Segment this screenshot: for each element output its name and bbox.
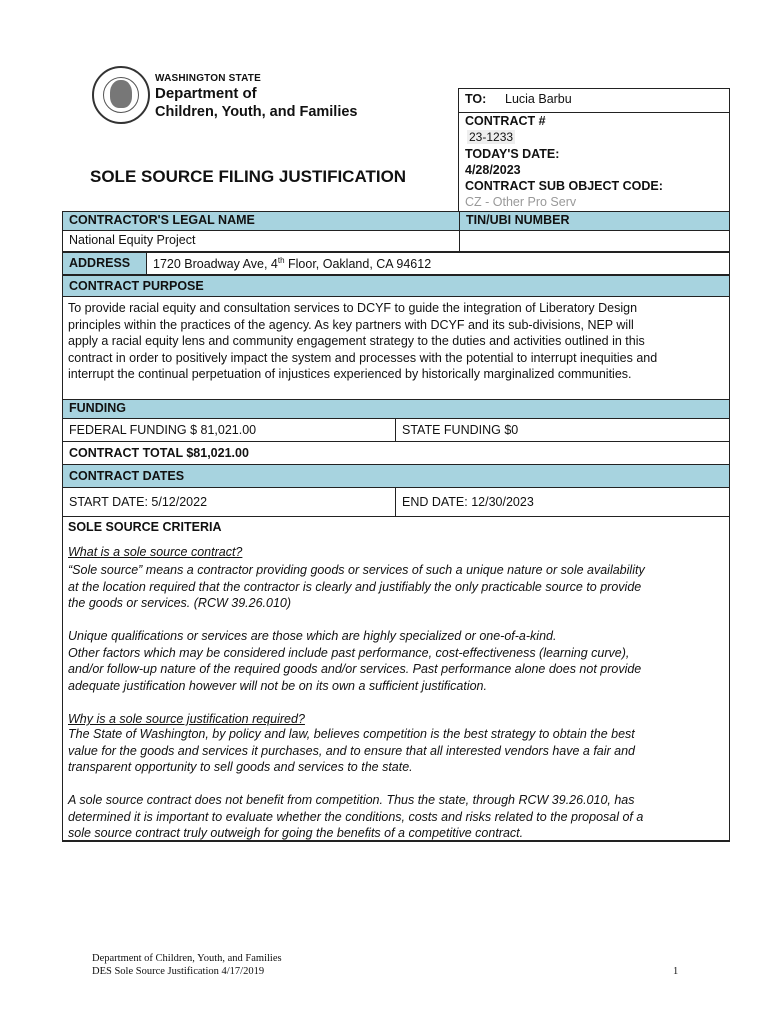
document-title: SOLE SOURCE FILING JUSTIFICATION <box>90 167 407 186</box>
contractor-name-cell[interactable] <box>62 230 460 252</box>
federal-funding-cell[interactable] <box>62 418 396 442</box>
funding-header <box>62 399 730 419</box>
criteria-question-2: Why is a sole source justification required? <box>68 712 305 726</box>
to-value: Lucia Barbu <box>505 92 572 106</box>
contractor-name-header <box>62 211 460 231</box>
agency-department: Department of <box>155 85 257 102</box>
tin-label: TIN/UBI NUMBER <box>466 213 570 227</box>
footer-form: DES Sole Source Justification 4/17/2019 <box>92 966 265 977</box>
criteria-label: SOLE SOURCE CRITERIA <box>68 520 222 534</box>
state-funding-cell[interactable] <box>395 418 730 442</box>
contract-total: CONTRACT TOTAL $81,021.00 <box>69 446 249 460</box>
contract-value[interactable]: 23-1233 <box>469 130 514 144</box>
start-date: START DATE: 5/12/2022 <box>69 495 208 509</box>
date-label: TODAY'S DATE: <box>465 147 560 161</box>
criteria-paragraph-1: “Sole source” means a contractor providing goods or services of such a unique nature or sole availability at the location required that the contractor is clearly and justifiably the only practicable source to provide the goods or services. (RCW 39.26.010) <box>68 563 645 610</box>
contractor-name-value: National Equity Project <box>69 233 196 247</box>
contractor-name-label: CONTRACTOR'S LEGAL NAME <box>69 213 255 227</box>
agency-state: WASHINGTON STATE <box>155 73 261 84</box>
criteria-paragraph-3: The State of Washington, by policy and law, believes competition is the best strategy to obtain the best value for the goods and services it purchases, and to ensure that all interested vendors have a fair and transparent opportunity to sell goods and services to the state. <box>68 727 636 774</box>
address-header <box>62 252 147 275</box>
contract-label: CONTRACT # <box>465 114 546 128</box>
tin-cell[interactable] <box>459 230 730 252</box>
to-label: TO: <box>465 92 487 106</box>
page-number: 1 <box>673 966 679 977</box>
purpose-header <box>62 275 730 297</box>
agency-subtitle: Children, Youth, and Families <box>155 104 358 120</box>
date-value[interactable]: 4/28/2023 <box>465 163 521 177</box>
address-value: 1720 Broadway Ave, 4th Floor, Oakland, CA 94612 <box>153 256 432 272</box>
criteria-paragraph-2: Unique qualifications or services are those which are highly specialized or one-of-a-kind. Other factors which may be considered include past performance, cost-effectiveness (learning curve), and/or follow-up nature of the required goods and/or services. Past performance alone does not provide adequate justification however will not be on its own a sufficient justification. <box>68 629 642 693</box>
address-cell[interactable] <box>146 252 730 275</box>
subobject-value[interactable]: CZ - Other Pro Serv <box>465 195 577 209</box>
start-date-cell[interactable] <box>62 487 396 517</box>
state-funding: STATE FUNDING $0 <box>402 423 519 437</box>
funding-label: FUNDING <box>69 401 126 415</box>
criteria-paragraph-4: A sole source contract does not benefit from competition. Thus the state, through RCW 39.26.010, has determined it is important to evaluate whether the conditions, costs and risks related to the proposal of a sole source contract truly outweigh for going the benefits of a competitive contract. <box>68 793 644 840</box>
purpose-label: CONTRACT PURPOSE <box>69 279 204 293</box>
purpose-text: To provide racial equity and consultation services to DCYF to guide the integration of Liberatory Design principles within the practices of the agency. As key partners with DCYF and its sub-divisions, NEP will apply a racial equity lens and community engagement strategy to the duties and activities outlined in this contract in order to positively impact the system and processes with the potential to interrupt inequities and interrupt the continual perpetuation of injustices experienced by historically marginalized communities. <box>68 301 658 381</box>
info-box <box>458 88 730 212</box>
end-date-cell[interactable] <box>395 487 730 517</box>
criteria-question-1: What is a sole source contract? <box>68 545 243 559</box>
federal-funding: FEDERAL FUNDING $ 81,021.00 <box>69 423 257 437</box>
state-seal-icon <box>92 66 150 124</box>
footer-agency: Department of Children, Youth, and Families <box>92 953 282 964</box>
address-label: ADDRESS <box>69 256 131 270</box>
dates-header <box>62 464 730 488</box>
subobject-label: CONTRACT SUB OBJECT CODE: <box>465 179 663 193</box>
end-date: END DATE: 12/30/2023 <box>402 495 534 509</box>
tin-header <box>459 211 730 231</box>
dates-label: CONTRACT DATES <box>69 469 185 483</box>
contract-total-cell[interactable] <box>62 441 730 465</box>
